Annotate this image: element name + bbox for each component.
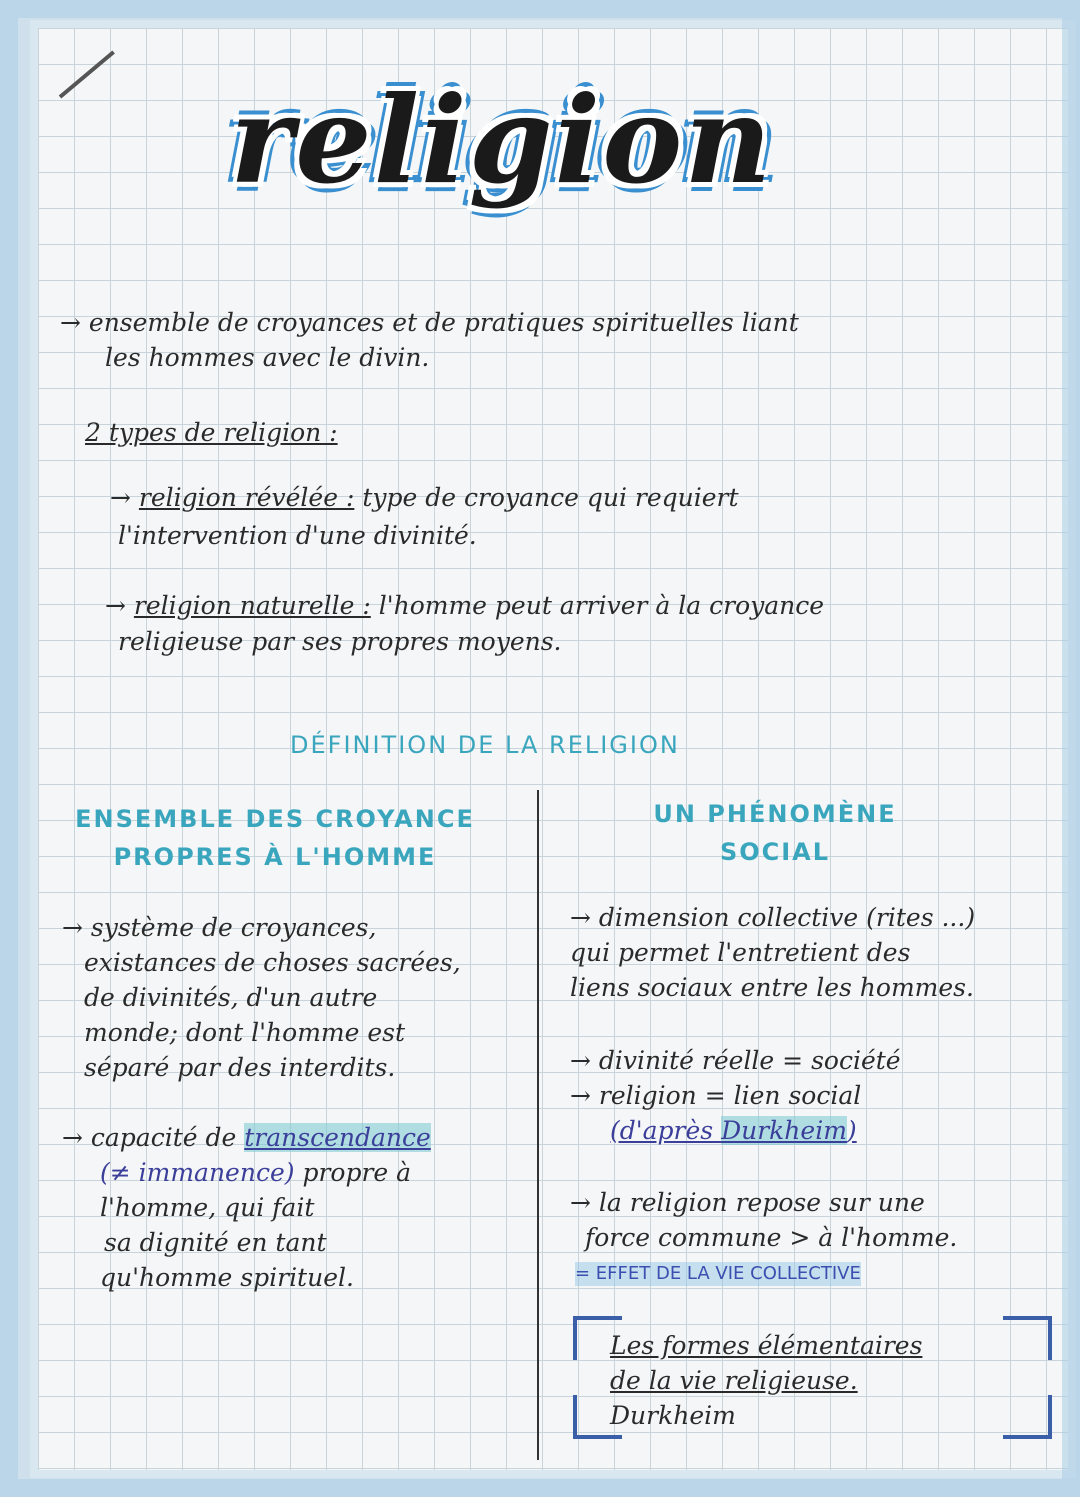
text-line: monde; dont l'homme est — [84, 1018, 406, 1047]
type-naturelle: → religion naturelle : l'homme peut arriver à la croyance — [105, 591, 825, 620]
text-line: de divinités, d'un autre — [84, 983, 378, 1012]
revelee-line-2: l'intervention d'une divinité. — [118, 521, 477, 550]
naturelle-line-2: religieuse par ses propres moyens. — [118, 627, 562, 656]
text-line: séparé par des interdits. — [84, 1053, 396, 1082]
right-heading-line-1: UN PHÉNOMÈNE — [653, 800, 897, 828]
naturelle-term: religion naturelle : — [133, 591, 371, 620]
intro-line-2: les hommes avec le divin. — [105, 343, 430, 372]
left-block-1 — [62, 910, 461, 1085]
right-column-heading — [600, 795, 950, 871]
text-line: → capacité de — [62, 1123, 245, 1152]
book-title-line-1: Les formes élémentaires — [610, 1331, 923, 1360]
text-line: → système de croyances, — [62, 913, 377, 942]
text-line: l'homme, qui fait — [100, 1193, 315, 1222]
bracket-bottom-right — [1003, 1395, 1052, 1439]
bracket-top-right — [1003, 1316, 1052, 1360]
text-line: force commune > à l'homme. — [585, 1223, 958, 1252]
page-title: religion — [230, 70, 774, 211]
immanence-note: (≠ immanence) — [100, 1158, 295, 1187]
right-block-1 — [570, 900, 975, 1005]
text-line: → divinité réelle = société — [570, 1046, 901, 1075]
column-divider — [537, 790, 539, 1460]
text-line: existances de choses sacrées, — [84, 948, 461, 977]
book-reference — [610, 1328, 922, 1433]
right-block-2 — [570, 1043, 901, 1148]
text-line: (d'après — [610, 1116, 722, 1145]
book-title-line-2: de la vie religieuse. — [610, 1366, 858, 1395]
text-line: → religion = lien social — [570, 1081, 862, 1110]
types-heading: 2 types de religion : — [85, 418, 338, 447]
right-heading-line-2: SOCIAL — [719, 838, 831, 866]
revelee-definition: type de croyance qui requiert — [354, 483, 739, 512]
definition-heading: DÉFINITION DE LA RELIGION — [290, 731, 680, 759]
text-line: sa dignité en tant — [104, 1228, 327, 1257]
text-line: → dimension collective (rites ...) — [570, 903, 976, 932]
text-line: ) — [846, 1116, 857, 1145]
durkheim-highlight: Durkheim — [721, 1116, 847, 1145]
right-block-3 — [570, 1185, 957, 1255]
text-line: qui permet l'entretient des — [570, 938, 911, 967]
left-heading-line-2: PROPRES À L'HOMME — [113, 843, 437, 871]
left-block-2 — [62, 1120, 431, 1295]
revelee-term: religion révélée : — [138, 483, 355, 512]
text-line: liens sociaux entre les hommes. — [570, 973, 974, 1002]
intro-line-1: → ensemble de croyances et de pratiques spirituelles liant — [60, 308, 799, 337]
text-line: qu'homme spirituel. — [100, 1263, 354, 1292]
naturelle-definition: l'homme peut arriver à la croyance — [370, 591, 825, 620]
book-author: Durkheim — [610, 1401, 736, 1430]
effet-collective: = EFFET DE LA VIE COLLECTIVE — [575, 1263, 861, 1284]
text-line: propre à — [294, 1158, 412, 1187]
left-column-heading — [65, 800, 485, 876]
left-heading-line-1: ENSEMBLE DES CROYANCE — [75, 805, 475, 833]
type-revelee: → religion révélée : type de croyance qui requiert — [110, 483, 739, 512]
text-line: → la religion repose sur une — [570, 1188, 925, 1217]
transcendance-term: transcendance — [244, 1123, 431, 1152]
